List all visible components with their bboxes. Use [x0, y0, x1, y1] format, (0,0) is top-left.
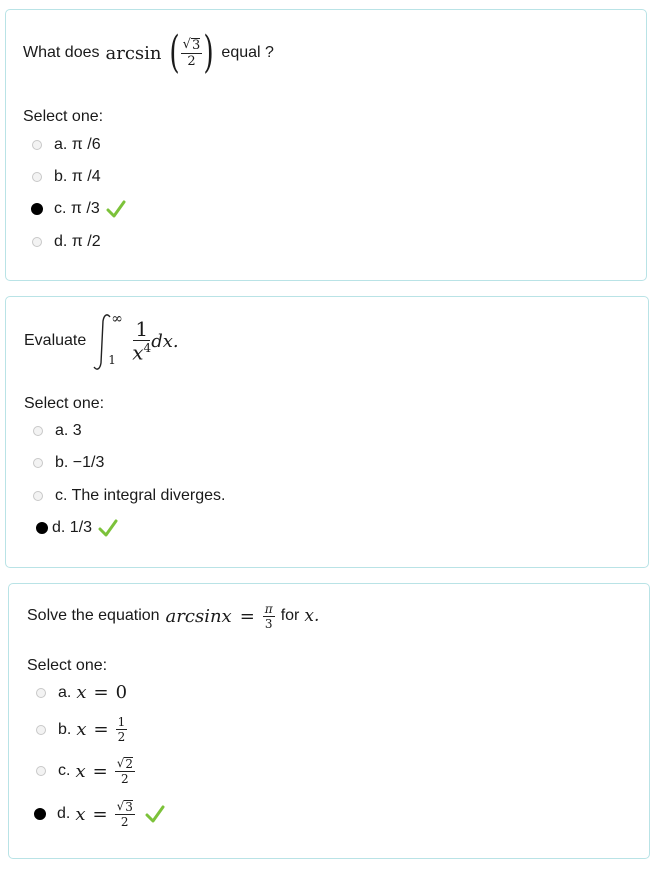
question-text — [23, 28, 274, 78]
lower-limit: 1 — [108, 353, 116, 367]
question-text — [24, 311, 179, 371]
variable: x. — [304, 606, 320, 626]
option-variable: x — [75, 760, 86, 782]
option-label: d. π /2 — [54, 233, 101, 250]
question-prefix: Solve the equation — [27, 607, 160, 624]
denominator: 2 — [120, 815, 129, 829]
radio-icon[interactable] — [33, 458, 43, 468]
option-variable: x — [76, 719, 87, 740]
option-b[interactable] — [32, 168, 101, 186]
for-text: for — [280, 607, 300, 624]
right-paren: ) — [203, 27, 214, 78]
question-suffix: equal ? — [221, 44, 274, 61]
numerator: π — [264, 601, 273, 616]
denominator: 3 — [264, 616, 273, 631]
question-card-2 — [5, 296, 649, 568]
option-equals: = — [93, 719, 109, 740]
equals-sign: = — [239, 605, 255, 627]
radicand: 3 — [125, 800, 133, 814]
option-equals: = — [92, 803, 108, 825]
option-label: c. π /3 — [54, 200, 100, 217]
option-d[interactable] — [34, 800, 165, 828]
radio-icon[interactable] — [33, 426, 43, 436]
question-prefix: Evaluate — [24, 332, 87, 349]
radio-icon[interactable] — [33, 491, 43, 501]
option-variable: x — [75, 803, 86, 825]
select-one-label: Select one: — [23, 108, 104, 125]
radicand: 2 — [125, 757, 133, 771]
option-b[interactable] — [33, 454, 104, 472]
sqrt-symbol: √ — [116, 756, 125, 770]
question-card-1 — [5, 9, 647, 281]
radicand: 3 — [191, 38, 201, 53]
option-d[interactable] — [32, 233, 101, 251]
differential: dx. — [151, 330, 179, 352]
integral — [92, 311, 128, 371]
option-value: 0 — [115, 682, 128, 703]
radio-icon[interactable] — [32, 140, 42, 150]
denominator: 2 — [187, 54, 196, 69]
check-icon — [145, 805, 165, 823]
math-function: arcsin — [105, 42, 162, 64]
denominator-base: x — [132, 340, 144, 365]
denominator: 2 — [121, 772, 129, 786]
option-c[interactable] — [36, 757, 135, 785]
numerator: 1 — [117, 715, 126, 729]
upper-limit: ∞ — [111, 311, 123, 327]
option-letter: a. — [58, 683, 72, 701]
denominator: 2 — [117, 730, 126, 744]
check-icon — [98, 519, 118, 537]
option-a[interactable] — [33, 422, 82, 440]
option-fraction — [116, 716, 128, 743]
question-card-3 — [8, 583, 650, 859]
option-letter: c. — [58, 762, 71, 779]
select-one-label: Select one: — [27, 657, 108, 674]
option-fraction — [115, 800, 135, 828]
option-label: c. The integral diverges. — [55, 487, 226, 504]
option-b[interactable] — [36, 716, 127, 743]
sqrt-symbol: √ — [116, 799, 125, 813]
option-label: d. 1/3 — [52, 519, 93, 536]
fraction — [181, 38, 203, 68]
sqrt-symbol: √ — [182, 37, 191, 52]
option-letter: b. — [58, 720, 72, 738]
option-label: a. π /6 — [54, 136, 101, 153]
fraction — [263, 603, 275, 630]
radio-icon[interactable] — [36, 766, 46, 776]
option-equals: = — [92, 760, 108, 782]
select-one-label: Select one: — [24, 395, 105, 412]
left-paren: ( — [168, 27, 180, 78]
radio-icon[interactable] — [32, 237, 42, 247]
option-d[interactable] — [36, 519, 118, 537]
radio-icon-selected[interactable] — [36, 522, 48, 534]
question-prefix: What does — [23, 44, 100, 61]
option-variable: x — [76, 682, 87, 703]
option-a[interactable] — [36, 682, 127, 703]
option-letter: d. — [57, 805, 71, 822]
option-fraction — [115, 757, 135, 785]
option-equals: = — [93, 682, 109, 703]
exponent: 4 — [143, 341, 152, 356]
math-lhs: arcsinx — [165, 605, 232, 627]
option-c[interactable] — [33, 487, 225, 505]
radio-icon-selected[interactable] — [34, 808, 46, 820]
option-a[interactable] — [32, 136, 101, 154]
option-label: b. −1/3 — [55, 454, 105, 471]
option-label: a. 3 — [55, 422, 82, 439]
radio-icon[interactable] — [36, 688, 46, 698]
radio-icon[interactable] — [32, 172, 42, 182]
radio-icon-selected[interactable] — [31, 203, 43, 215]
option-c[interactable] — [31, 200, 126, 218]
integrand — [132, 319, 151, 363]
radio-icon[interactable] — [36, 725, 46, 735]
check-icon — [106, 200, 126, 218]
numerator: 1 — [135, 317, 149, 342]
question-text — [27, 598, 319, 634]
option-label: b. π /4 — [54, 168, 101, 185]
